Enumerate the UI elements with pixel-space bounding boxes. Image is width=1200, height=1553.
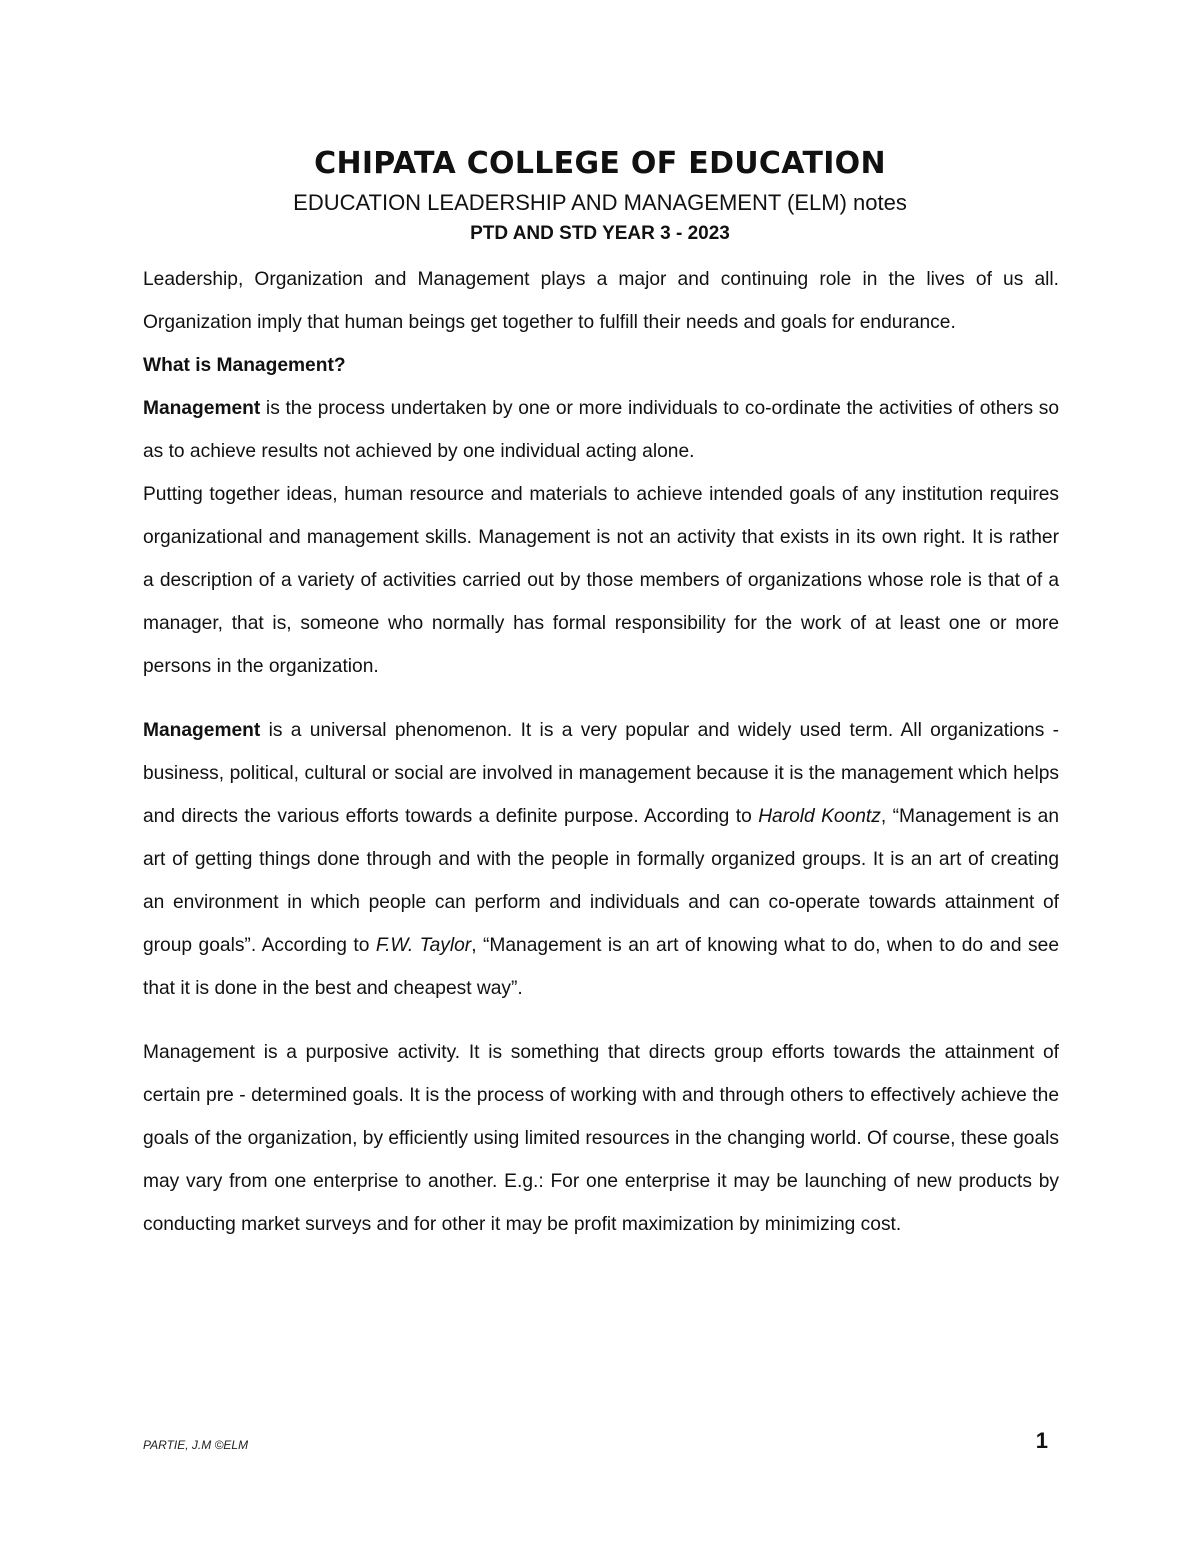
author-taylor: F.W. Taylor [375,935,472,956]
footer-author: PARTIE, J.M ©ELM [143,1438,249,1452]
page-number: 1 [1035,1428,1048,1453]
question-text: What is Management? [143,355,346,376]
definition-text: is the process undertaken by one or more individuals to co-ordinate the activities of others so as to achieve results not achieved by one individual acting alone. [143,398,1059,462]
intro-paragraph: Leadership, Organization and Management plays a major and continuing role in the lives of us all. Organization imply that human beings get together to fulfill their needs and goals for endurance. [143,269,1059,333]
universal-text-c: , “Management is an art of knowing what to do, when to do and see that it is done in the best and cheapest way”. [143,935,1059,999]
universal-paragraph [143,709,1059,1010]
document-title: CHIPATA COLLEGE OF EDUCATION [314,146,886,181]
document-body [143,258,1059,1246]
universal-term: Management [143,720,261,741]
definition-paragraph [143,387,1059,473]
question-heading [143,344,1059,387]
purposive-paragraph: Management is a purposive activity. It is something that directs group efforts towards the attainment of certain pre - determined goals. It is the process of working with and through others to effectively achieve the goals of the organization, by efficiently using limited resources in the changing world. Of course, these goals may vary from one enterprise to another. E.g.: For one enterprise it may be launching of new products by conducting market surveys and for other it may be profit maximization by minimizing cost. [143,1042,1059,1235]
definition-term: Management [143,398,261,419]
document-year: PTD AND STD YEAR 3 - 2023 [470,223,730,244]
author-koontz: Harold Koontz [758,806,881,827]
universal-text-a: is a universal phenomenon. It is a very popular and widely used term. All organizations - business, political, cultural or social are involved in management because it is the management which helps and directs the various efforts towards a definite purpose. According to [143,720,1059,827]
universal-text-b: , “Management is an art of getting things done through and with the people in formally organized groups. It is an art of creating an environment in which people can perform and individuals and can co-operate towards attainment of group goals”. According to [143,806,1059,956]
ideas-paragraph: Putting together ideas, human resource and materials to achieve intended goals of any institution requires organizational and management skills. Management is not an activity that exists in its own right. It is rather a description of a variety of activities carried out by those members of organizations whose role is that of a manager, that is, someone who normally has formal responsibility for the work of at least one or more persons in the organization. [143,484,1059,677]
document-subtitle: EDUCATION LEADERSHIP AND MANAGEMENT (ELM) notes [293,190,907,215]
